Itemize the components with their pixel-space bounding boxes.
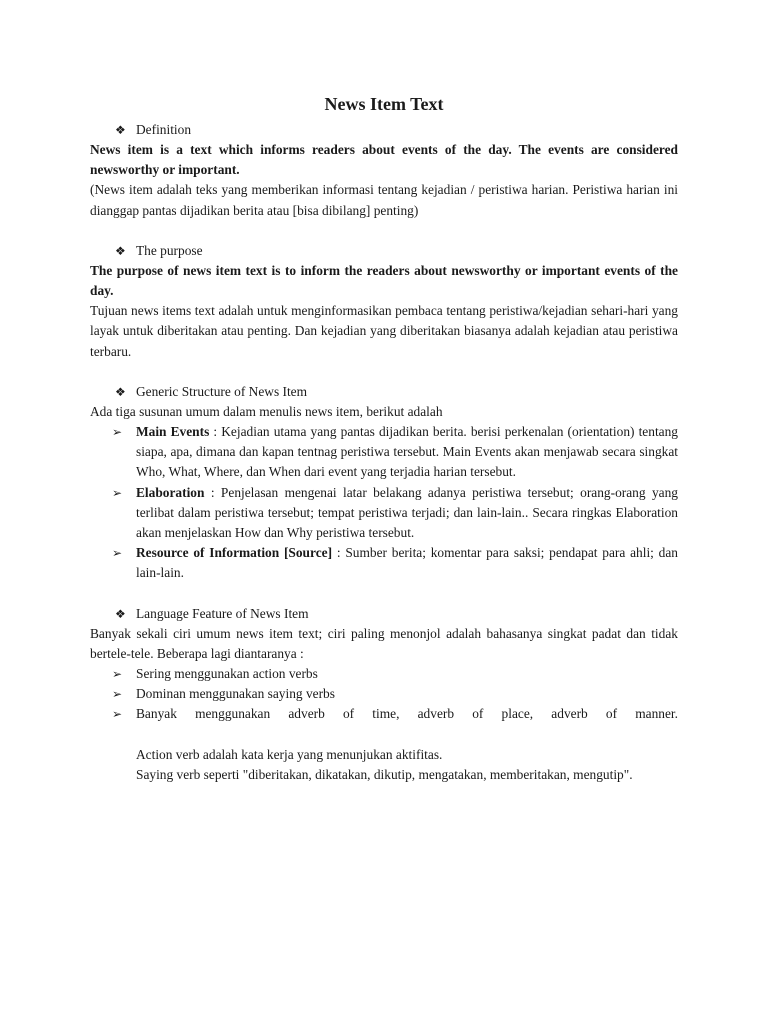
purpose-english: The purpose of news item text is to inform the readers about newsworthy or important events of the day. <box>90 262 678 299</box>
spacer <box>90 221 678 241</box>
structure-desc: : Sumber berita; komentar para saksi; pendapat para ahli; dan lain-lain. <box>136 545 678 581</box>
definition-english: News item is a text which informs readers about events of the day. The events are considered newsworthy or important. <box>90 142 678 178</box>
structure-term: Main Events <box>136 424 210 440</box>
language-item-text: Banyak menggunakan adverb of time, adverb of place, adverb of manner. <box>136 706 678 722</box>
arrow-bullet-icon: ➢ <box>112 687 123 702</box>
language-item-text: Dominan menggunakan saying verbs <box>136 686 335 702</box>
arrow-bullet-icon: ➢ <box>112 425 123 440</box>
language-item-text: Sering menggunakan action verbs <box>136 666 318 682</box>
definition-indonesian: (News item adalah teks yang memberikan informasi tentang kejadian / peristiwa harian. Peristiwa harian ini dianggap pantas dijadikan berita atau [bisa dibilang] penting) <box>90 182 678 218</box>
section-heading-label: The purpose <box>136 242 203 258</box>
arrow-bullet-icon: ➢ <box>112 667 123 682</box>
arrow-bullet-icon: ➢ <box>112 485 123 500</box>
section-heading-label: Language Feature of News Item <box>136 605 309 621</box>
arrow-bullet-icon: ➢ <box>112 546 123 561</box>
diamond-bullet-icon: ❖ <box>115 243 126 258</box>
spacer <box>90 725 678 745</box>
structure-intro: Ada tiga susunan umum dalam menulis news item, berikut adalah <box>90 403 443 419</box>
structure-item-elaboration <box>90 483 678 544</box>
structure-item-resource <box>90 543 678 583</box>
section-heading-structure <box>90 382 678 402</box>
section-heading-definition <box>90 120 678 140</box>
structure-term: Elaboration <box>136 484 205 500</box>
section-heading-label: Generic Structure of News Item <box>136 383 308 399</box>
structure-term: Resource of Information [Source] <box>136 545 333 561</box>
language-item <box>90 704 678 724</box>
language-item <box>90 664 678 684</box>
document-title: News Item Text <box>324 94 444 114</box>
diamond-bullet-icon: ❖ <box>115 123 126 137</box>
section-heading-purpose <box>90 241 678 261</box>
section-heading-language <box>90 604 678 624</box>
structure-desc: : Penjelasan mengenai latar belakang adanya peristiwa tersebut; orang-orang yang terlibat dalam peristiwa tersebut; tempat peristiwa terjadi; dan lain-lain.. Secara ringkas Elaboration akan menjelaskan How dan Why peristiwa tersebut. <box>136 484 678 541</box>
spacer <box>90 584 678 604</box>
diamond-bullet-icon: ❖ <box>115 384 126 399</box>
structure-desc: : Kejadian utama yang pantas dijadikan berita. berisi perkenalan (orientation) tentang siapa, apa, dimana dan kapan tentnag peristiwa tersebut. Main Events akan menjawab secara singkat Who, What, Where, dan When dari event yang terjadia harian tersebut. <box>136 424 678 480</box>
document-page <box>90 92 678 785</box>
note-action-verb: Action verb adalah kata kerja yang menunjukan aktifitas. <box>136 746 443 762</box>
arrow-bullet-icon: ➢ <box>112 707 123 722</box>
diamond-bullet-icon: ❖ <box>115 606 126 621</box>
purpose-indonesian: Tujuan news items text adalah untuk menginformasikan pembaca tentang peristiwa/kejadian sehari-hari yang layak untuk diberitakan atau penting. Dan kejadian yang diberitakan biasanya adalah kejadian atau peristiwa terbaru. <box>90 303 678 359</box>
language-notes <box>90 745 678 785</box>
section-heading-label: Definition <box>136 122 192 137</box>
spacer <box>90 362 678 382</box>
note-saying-verb: Saying verb seperti "diberitakan, dikatakan, dikutip, mengatakan, memberitakan, mengutip". <box>136 766 633 782</box>
language-intro: Banyak sekali ciri umum news item text; ciri paling menonjol adalah bahasanya singkat padat dan tidak bertele-tele. Beberapa lagi diantaranya : <box>90 625 678 661</box>
language-item <box>90 684 678 704</box>
structure-item-main-events <box>90 422 678 483</box>
